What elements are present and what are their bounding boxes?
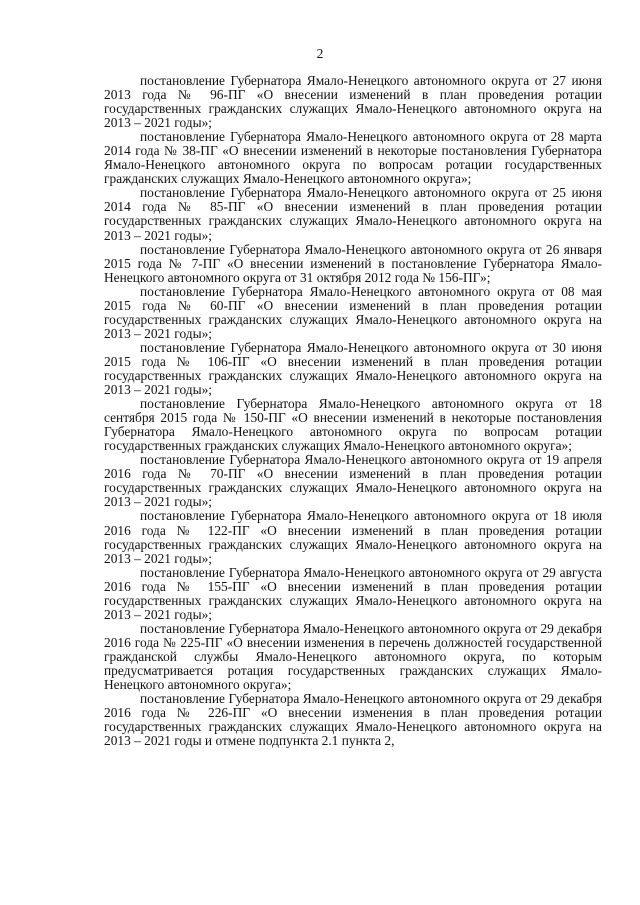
paragraph-decree-225: постановление Губернатора Ямало-Ненецкого автономного округа от 29 декабря 2016 года № 225-ПГ «О внесении изменения в перечень должностей государственной гражданской службы Ямало-Ненецкого автономного округа, по которым предусматривается ротация государственных гражданских служащих Ямало-Ненецкого автономного округа»; (104, 620, 602, 693)
paragraph-decree-38: постановление Губернатора Ямало-Ненецкого автономного округа от 28 марта 2014 года № 38-ПГ «О внесении изменений в некоторые постановления Губернатора Ямало-Ненецкого автономного округа по вопросам ротации государственных гражданских служащих Ямало-Ненецкого автономного округа»; (104, 129, 602, 187)
paragraph-decree-70: постановление Губернатора Ямало-Ненецкого автономного округа от 19 апреля 2016 года № 70-ПГ «О внесении изменений в план проведения ротации государственных гражданских служащих Ямало-Ненецкого автономного округа на 2013 – 2021 годы»; (104, 452, 602, 510)
page-number: 2 (316, 46, 324, 61)
paragraph-decree-85: постановление Губернатора Ямало-Ненецкого автономного округа от 25 июня 2014 года № 85-ПГ «О внесении изменений в план проведения ротации государственных гражданских служащих Ямало-Ненецкого автономного округа на 2013 – 2021 годы»; (104, 185, 602, 243)
paragraph-decree-122: постановление Губернатора Ямало-Ненецкого автономного округа от 18 июля 2016 года № 122-ПГ «О внесении изменений в план проведения ротации государственных гражданских служащих Ямало-Ненецкого автономного округа на 2013 – 2021 годы»; (104, 508, 602, 566)
paragraph-decree-60: постановление Губернатора Ямало-Ненецкого автономного округа от 08 мая 2015 года № 60-ПГ «О внесении изменений в план проведения ротации государственных гражданских служащих Ямало-Ненецкого автономного округа на 2013 – 2021 годы»; (104, 283, 602, 341)
paragraph-decree-150: постановление Губернатора Ямало-Ненецкого автономного округа от 18 сентября 2015 года № 150-ПГ «О внесении изменений в некоторые постановления Губернатора Ямало-Ненецкого автономного округа по вопросам ротации государственных гражданских служащих Ямало-Ненецкого автономного округа»; (104, 396, 602, 454)
paragraph-decree-96: постановление Губернатора Ямало-Ненецкого автономного округа от 27 июня 2013 года № 96-ПГ «О внесении изменений в план проведения ротации государственных гражданских служащих Ямало-Ненецкого автономного округа на 2013 – 2021 годы»; (104, 73, 602, 131)
paragraph-decree-106: постановление Губернатора Ямало-Ненецкого автономного округа от 30 июня 2015 года № 106-ПГ «О внесении изменений в план проведения ротации государственных гражданских служащих Ямало-Ненецкого автономного округа на 2013 – 2021 годы»; (104, 339, 602, 398)
paragraph-decree-155: постановление Губернатора Ямало-Ненецкого автономного округа от 29 августа 2016 года № 155-ПГ «О внесении изменений в план проведения ротации государственных гражданских служащих Ямало-Ненецкого автономного округа на 2013 – 2021 годы»; (104, 564, 602, 622)
paragraph-decree-7: постановление Губернатора Ямало-Ненецкого автономного округа от 26 января 2015 года № 7-ПГ «О внесении изменений в постановление Губернатора Ямало-Ненецкого автономного округа от 31 октября 2012 года № 156-ПГ»; (104, 241, 602, 285)
paragraph-decree-226: постановление Губернатора Ямало-Ненецкого автономного округа от 29 декабря 2016 года № 226-ПГ «О внесении изменения в план проведения ротации государственных гражданских служащих Ямало-Ненецкого автономного округа на 2013 – 2021 годы и отмене подпункта 2.1 пункта 2, (104, 691, 602, 749)
document-body (104, 74, 602, 748)
